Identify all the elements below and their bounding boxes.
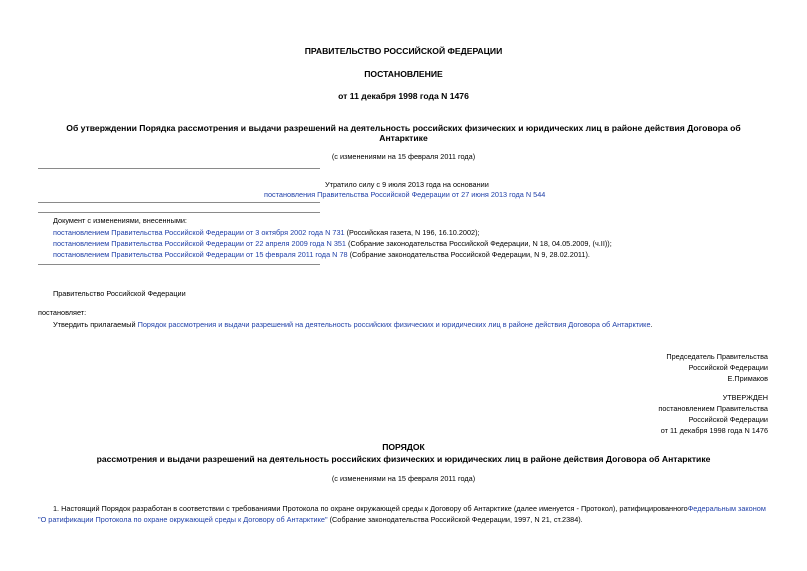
order-subtitle: рассмотрения и выдачи разрешений на деятельность российских физических и юридических лиц в районе действия Договора об Антарктике	[96, 454, 711, 464]
amendment-source: (Российская газета, N 196, 16.10.2002);	[344, 228, 480, 237]
repeal-note: Утратило силу с 9 июля 2013 года на основании	[325, 180, 489, 189]
issuing-body: Правительство Российской Федерации	[53, 289, 186, 298]
document-title: Об утверждении Порядка рассмотрения и выдачи разрешений на деятельность российских физических и юридических лиц в районе действия Договора об Антарктике	[66, 123, 741, 143]
signature-position: Председатель Правительства	[666, 352, 768, 361]
signatory-name: Е.Примаков	[727, 374, 768, 383]
amendment-link[interactable]: постановлением Правительства Российской Федерации от 22 апреля 2009 года N 351	[53, 239, 346, 248]
ratification-law-link[interactable]: "О ратификации Протокола по охране окружающей среды к Договору об Антарктике"	[38, 515, 328, 524]
order-amendment-note: (с изменениями на 15 февраля 2011 года)	[331, 474, 476, 483]
amendment-item	[53, 250, 590, 259]
document-date: от 11 декабря 1998 года N 1476	[338, 91, 469, 101]
amendment-note: (с изменениями на 15 февраля 2011 года)	[331, 152, 476, 161]
paragraph-text: 1. Настоящий Порядок разработан в соответствии с требованиями Протокола по охране окружающей среды к Договору об Антарктике (далее именуется - Протокол), ратифицированного	[53, 504, 688, 513]
amendments-intro: Документ с изменениями, внесенными:	[53, 216, 187, 225]
approval-date: от 11 декабря 1998 года N 1476	[660, 426, 768, 435]
document-type: ПОСТАНОВЛЕНИЕ	[364, 69, 443, 79]
approval-prefix: Утвердить прилагаемый	[53, 320, 138, 329]
government-heading: ПРАВИТЕЛЬСТВО РОССИЙСКОЙ ФЕДЕРАЦИИ	[304, 46, 503, 56]
approval-line: постановлением Правительства	[658, 404, 768, 413]
approval-sentence	[53, 320, 653, 329]
approval-label: УТВЕРЖДЕН	[722, 393, 768, 402]
signature-block	[666, 351, 768, 384]
approval-suffix: .	[650, 320, 653, 329]
amendment-source: (Собрание законодательства Российской Федерации, N 9, 28.02.2011).	[347, 250, 590, 259]
divider	[38, 264, 320, 265]
federal-law-link[interactable]: Федеральным законом	[687, 504, 766, 513]
paragraph-1-line-2	[38, 515, 583, 524]
order-title: ПОРЯДОК	[382, 442, 425, 452]
repeal-link[interactable]: постановления Правительства Российской Федерации от 27 июня 2013 года N 544	[264, 190, 546, 199]
amendment-link[interactable]: постановлением Правительства Российской Федерации от 3 октября 2002 года N 731	[53, 228, 345, 237]
amendment-item	[53, 239, 612, 248]
divider	[38, 202, 320, 203]
decrees-word: постановляет:	[38, 308, 87, 317]
divider	[38, 168, 320, 169]
amendment-source: (Собрание законодательства Российской Федерации, N 18, 04.05.2009, (ч.II));	[346, 239, 612, 248]
divider	[38, 212, 320, 213]
approval-line: Российской Федерации	[688, 415, 768, 424]
amendment-link[interactable]: постановлением Правительства Российской Федерации от 15 февраля 2011 года N 78	[53, 250, 348, 259]
paragraph-1-line-1	[53, 504, 766, 513]
approval-block	[658, 392, 768, 436]
paragraph-source: (Собрание законодательства Российской Федерации, 1997, N 21, ст.2384).	[327, 515, 583, 524]
amendment-item	[53, 228, 480, 237]
signature-position-2: Российской Федерации	[688, 363, 768, 372]
order-link[interactable]: Порядок рассмотрения и выдачи разрешений на деятельность российских физических и юридических лиц в районе действия Договора об Антарктике	[137, 320, 651, 329]
